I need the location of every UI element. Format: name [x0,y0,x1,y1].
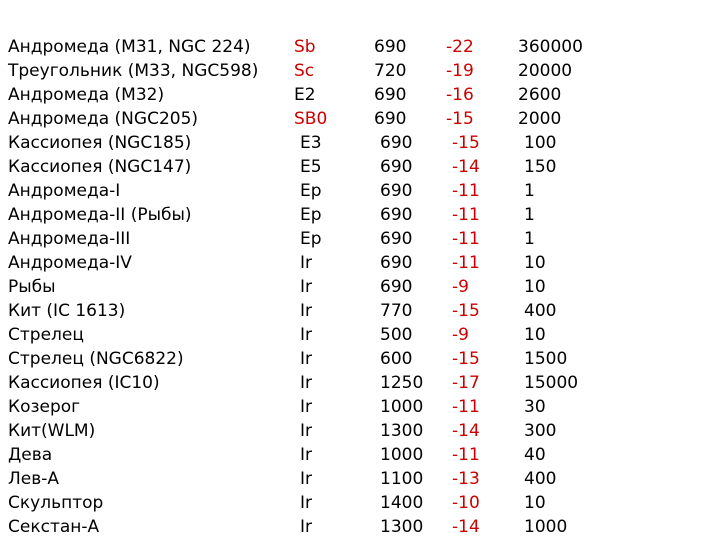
galaxy-name: Андромеда-I [8,181,121,201]
value-col-1: 690 [380,133,413,153]
table-row [8,347,708,371]
value-col-3: 300 [524,421,557,441]
table-row [8,251,708,275]
value-col-2: -15 [452,349,480,369]
value-col-3: 1 [524,205,535,225]
galaxy-table [8,35,708,539]
value-col-3: 400 [524,469,557,489]
galaxy-name: Стрелец [8,325,84,345]
galaxy-type: Ir [300,253,313,273]
value-col-2: -9 [452,277,469,297]
galaxy-name: Кит (IC 1613) [8,301,126,321]
galaxy-name: Секстан-A [8,517,100,537]
value-col-3: 1 [524,181,535,201]
value-col-3: 10 [524,493,546,513]
value-col-3: 10 [524,277,546,297]
value-col-2: -22 [446,37,474,57]
galaxy-name: Стрелец (NGC6822) [8,349,184,369]
value-col-2: -16 [446,85,474,105]
value-col-2: -15 [452,301,480,321]
value-col-2: -11 [452,397,480,417]
value-col-2: -11 [452,205,480,225]
table-row [8,443,708,467]
value-col-1: 1300 [380,421,424,441]
value-col-1: 690 [380,157,413,177]
galaxy-type: Ep [300,181,322,201]
galaxy-type: Ir [300,493,313,513]
galaxy-type: E5 [300,157,322,177]
value-col-1: 500 [380,325,413,345]
value-col-2: -14 [452,421,480,441]
value-col-2: -11 [452,253,480,273]
value-col-1: 690 [374,109,407,129]
value-col-1: 1100 [380,469,424,489]
value-col-3: 20000 [518,61,573,81]
galaxy-name: Андромеда (M31, NGC 224) [8,37,251,57]
galaxy-type: E2 [294,85,316,105]
galaxy-type: Ir [300,277,313,297]
galaxy-type: SB0 [294,109,328,129]
value-col-3: 2000 [518,109,562,129]
table-row [8,131,708,155]
table-row [8,83,708,107]
value-col-3: 2600 [518,85,562,105]
value-col-3: 10 [524,325,546,345]
galaxy-name: Андромеда (M32) [8,85,165,105]
value-col-3: 40 [524,445,546,465]
value-col-1: 690 [374,37,407,57]
table-row [8,467,708,491]
value-col-2: -11 [452,229,480,249]
galaxy-type: Sc [294,61,315,81]
galaxy-name: Рыбы [8,277,56,297]
table-row [8,107,708,131]
galaxy-name: Скульптор [8,493,104,513]
value-col-3: 1500 [524,349,568,369]
galaxy-type: Ir [300,349,313,369]
galaxy-name: Треугольник (M33, NGC598) [8,61,259,81]
value-col-1: 1300 [380,517,424,537]
table-row [8,515,708,539]
value-col-2: -15 [452,133,480,153]
table-row [8,179,708,203]
galaxy-type: Ir [300,373,313,393]
table-row [8,299,708,323]
galaxy-name: Андромеда (NGC205) [8,109,199,129]
value-col-1: 1000 [380,397,424,417]
value-col-2: -15 [446,109,474,129]
galaxy-name: Кит(WLM) [8,421,96,441]
value-col-2: -11 [452,445,480,465]
value-col-1: 690 [380,277,413,297]
value-col-2: -19 [446,61,474,81]
table-row [8,35,708,59]
value-col-1: 690 [374,85,407,105]
table-row [8,395,708,419]
table-row [8,275,708,299]
galaxy-type: Sb [294,37,316,57]
galaxy-type: Ir [300,397,313,417]
galaxy-name: Кассиопея (IC10) [8,373,160,393]
table-row [8,155,708,179]
galaxy-type: Ir [300,325,313,345]
value-col-2: -14 [452,157,480,177]
value-col-3: 360000 [518,37,583,57]
galaxy-name: Андромеда-III [8,229,131,249]
value-col-2: -9 [452,325,469,345]
value-col-1: 1250 [380,373,424,393]
value-col-3: 15000 [524,373,579,393]
value-col-1: 690 [380,205,413,225]
table-row [8,59,708,83]
value-col-3: 1 [524,229,535,249]
value-col-3: 10 [524,253,546,273]
value-col-1: 600 [380,349,413,369]
value-col-3: 30 [524,397,546,417]
value-col-3: 1000 [524,517,568,537]
value-col-1: 690 [380,253,413,273]
galaxy-type: Ir [300,469,313,489]
galaxy-type: E3 [300,133,322,153]
value-col-1: 720 [374,61,407,81]
value-col-2: -14 [452,517,480,537]
value-col-1: 770 [380,301,413,321]
galaxy-name: Лев-A [8,469,60,489]
galaxy-type: Ep [300,229,322,249]
galaxy-type: Ir [300,301,313,321]
galaxy-name: Андромеда-IV [8,253,132,273]
galaxy-name: Козерог [8,397,81,417]
value-col-2: -10 [452,493,480,513]
galaxy-name: Дева [8,445,53,465]
value-col-3: 100 [524,133,557,153]
value-col-1: 1400 [380,493,424,513]
value-col-3: 400 [524,301,557,321]
table-row [8,323,708,347]
value-col-2: -13 [452,469,480,489]
value-col-1: 1000 [380,445,424,465]
table-row [8,419,708,443]
galaxy-type: Ep [300,205,322,225]
galaxy-name: Андромеда-II (Рыбы) [8,205,192,225]
value-col-1: 690 [380,181,413,201]
galaxy-type: Ir [300,445,313,465]
value-col-3: 150 [524,157,557,177]
value-col-1: 690 [380,229,413,249]
table-row [8,227,708,251]
table-row [8,491,708,515]
table-row [8,203,708,227]
galaxy-name: Кассиопея (NGC147) [8,157,192,177]
value-col-2: -17 [452,373,480,393]
galaxy-type: Ir [300,421,313,441]
value-col-2: -11 [452,181,480,201]
galaxy-type: Ir [300,517,313,537]
table-row [8,371,708,395]
galaxy-name: Кассиопея (NGC185) [8,133,192,153]
